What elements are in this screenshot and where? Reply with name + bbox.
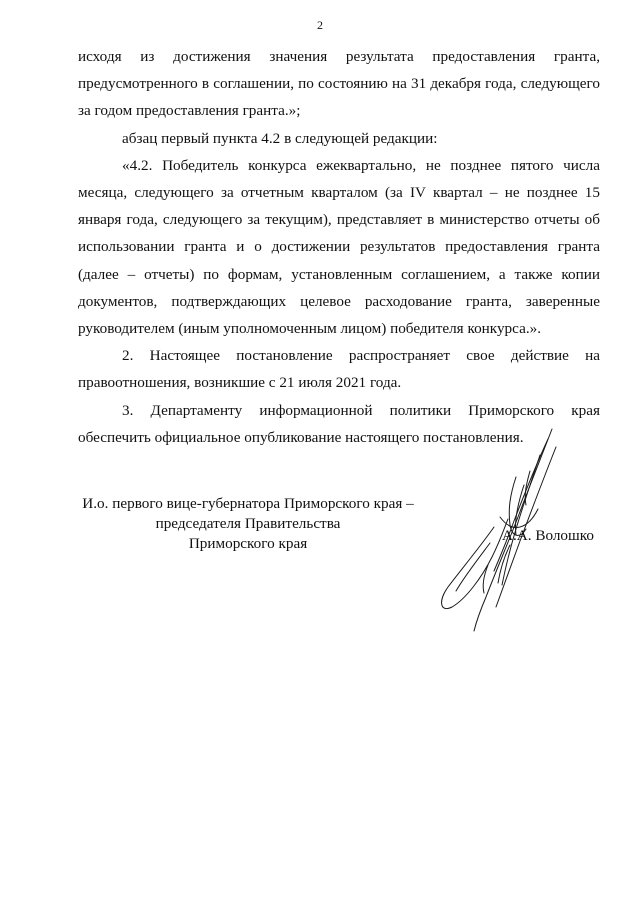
paragraph-item-2: 2. Настоящее постановление распространяет свое действие на правоотношения, возникшие с 21 июля 2021 года. [78,347,600,392]
signatory-position-line-1: И.о. первого вице-губернатора Приморского края – [82,495,414,512]
signatory-position [78,494,418,554]
paragraph-4-2-intro: абзац первый пункта 4.2 в следующей редакции: [122,129,438,147]
page-number: 2 [317,18,323,32]
signatory-position-line-3: Приморского края [188,535,308,552]
signatory-position-line-2: председателя Правительства [155,515,341,532]
paragraph-continuation: исходя из достижения значения результата предоставления гранта, предусмотренного в соглашении, по состоянию на 31 декабря года, следующего за годом предоставления гранта.»; [78,48,600,120]
paragraph-item-3: 3. Департаменту информационной политики Приморского края обеспечить официальное опубликование настоящего постановления. [78,401,600,446]
signatory-name: А.А. Волошко [502,527,594,544]
paragraph-4-2: «4.2. Победитель конкурса ежеквартально, не позднее пятого числа месяца, следующего за отчетным кварталом (за IV квартал – не позднее 15 января года, следующего за текущим), представляет в министерство отчеты об использовании гранта и о достижении результатов предоставления гранта (далее – отчеты) по формам, установленным соглашением, а также копии документов, подтверждающих целевое расходование гранта, заверенные руководителем (иным уполномоченным лицом) победителя конкурса.». [78,156,600,338]
body-text [78,43,600,451]
